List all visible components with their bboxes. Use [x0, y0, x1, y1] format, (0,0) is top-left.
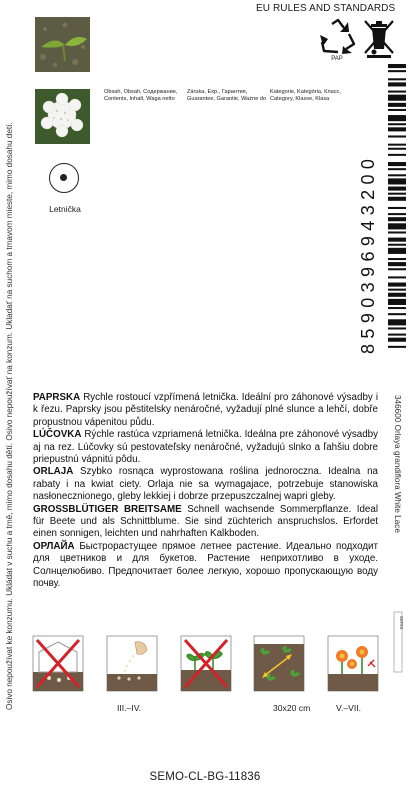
waste-bin-icon: [362, 17, 396, 59]
pictogram-row: [33, 636, 378, 696]
plant-spacing-icon: [254, 636, 304, 691]
sowing-period-label: III.–IV.: [117, 703, 142, 713]
brand-logo: [393, 612, 403, 672]
product-code-vertical: 346600 Orlaya grandiflora White Lace: [393, 395, 402, 533]
svg-text:semo: semo: [398, 616, 404, 630]
product-code: SEMO-CL-BG-11836: [149, 771, 261, 783]
description-ru: ОРЛАЙА Быстрорастущее прямое летнее растение. Идеально подходит для цветников и для букетов. Растение неприхотливо в уходе. Солнцелюбиво. Предпочитает более легкую, хорошо пропускающую воду почву.: [33, 540, 378, 590]
description-de: GROSSBLÜTIGER BREITSAME Schnell wachsende Sommerpflanze. Ideal für Beete und als Schnittblume. Sie sind züchterich anspruchslos. Erfordet einen sonnigen, leichten und nahrhaften Kalkboden.: [33, 503, 379, 540]
no-transplant-icon: [181, 636, 231, 691]
pictogram-labels: [33, 703, 378, 715]
guarantee-label: Záruka, Exp., Гарантия, Guarantee, Garantie, Ważne do: [187, 89, 267, 103]
spacing-label: 30x20 cm: [273, 703, 311, 713]
description-pl: ORLAJA Szybko rosnąca wyprostowana roślina jednoroczna. Idealna na rabaty i na kwiat ciety. Orlaja nie sa wymagajace, potrzebuje stanowiska nasłonecznionego, gleby lekkiej i dobrze przepuszczalnej wapri gleby.: [33, 466, 378, 503]
recycle-icon: [318, 18, 358, 56]
pap-label: PAP: [331, 56, 343, 62]
eu-rules-title: EU RULES AND STANDARDS: [256, 3, 396, 14]
annual-label: Letnička: [49, 204, 81, 214]
flowering-icon: [328, 636, 378, 691]
direct-sowing-icon: [107, 636, 157, 691]
barcode: [388, 64, 406, 354]
flowering-period-label: V.–VII.: [336, 703, 362, 713]
annual-plant-icon: [49, 163, 79, 193]
description-cs: PAPRSKA Rychle rostoucí vzpřímená letnička. Ideální pro záhonové výsadby i k řezu. Paprsky jsou pěstitelsky nenáročné, vyžadují plné slunce a lehčí, dobře propustnou vápenitou půdu.: [33, 392, 378, 428]
no-greenhouse-icon: [33, 636, 83, 691]
category-label: Kategorie, Kategória, Класс, Category, Klasse, Klasa: [270, 89, 341, 103]
white-flower-photo: [35, 89, 90, 144]
storage-notice-vertical: Osivo nepoužívat ke konzumu. Ukládat v suchu a tmě, mimo dosahu dětí. Osivo nepoužívať na konzum. Ukladať na suchom a tmavom mieste, mimo dosahu detí.: [5, 122, 14, 710]
description-sk: LÚČOVKA Rýchle rastúca vzpriamená letnička. Ideálna pre záhonové výsadby aj na rez. Lúčovky sú pestovateľsky nenáročné, vyžadujú slnko a ľahšiu dobre priepustnú vápnitú pôdu.: [33, 429, 378, 466]
barcode-digits: 8590396943200: [358, 153, 378, 354]
contents-label: Obsah, Obsah, Содержание, Contents, Inhalt, Waga netto: [104, 89, 178, 103]
product-description: [33, 392, 378, 591]
seedling-photo: [35, 17, 90, 72]
